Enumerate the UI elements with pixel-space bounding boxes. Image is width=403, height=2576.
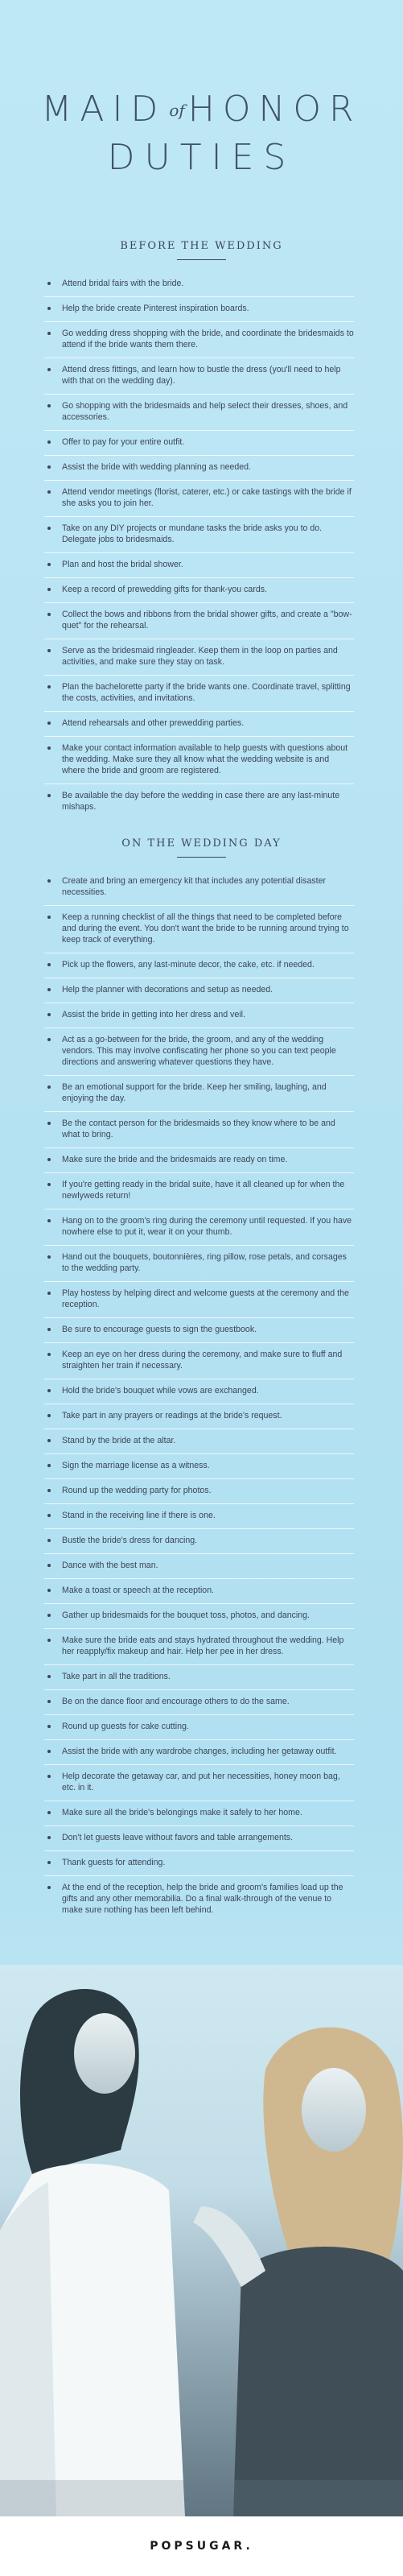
- heading-underline-before: [177, 259, 226, 260]
- list-item: Assist the bride with wedding planning as needed.: [44, 456, 354, 481]
- list-item: Create and bring an emergency kit that includes any potential disaster necessities.: [44, 870, 354, 906]
- title-honor: HONOR: [187, 89, 362, 130]
- list-item: Assist the bride in getting into her dress and veil.: [44, 1003, 354, 1028]
- list-item: Go wedding dress shopping with the bride, and coordinate the bridesmaids to attend if the bride wants them there.: [44, 322, 354, 358]
- list-item: Take part in any prayers or readings at the bride's request.: [44, 1404, 354, 1429]
- list-item: Be on the dance floor and encourage others to do the same.: [44, 1690, 354, 1715]
- list-item: Make sure the bride eats and stays hydrated throughout the wedding. Help her reapply/fix makeup and hair. Help her pee in her dress.: [44, 1629, 354, 1665]
- list-item: Make your contact information available to help guests with questions about the wedding. Make sure they all know what the wedding website is and where the bride and groom are registered.: [44, 737, 354, 784]
- list-item: Stand in the receiving line if there is one.: [44, 1504, 354, 1529]
- list-item: If you're getting ready in the bridal suite, have it all cleaned up for when the newlyweds return!: [44, 1173, 354, 1209]
- list-item: Attend bridal fairs with the bride.: [44, 272, 354, 297]
- title-maid: MAID: [41, 89, 167, 130]
- heading-underline-day: [177, 857, 226, 858]
- list-item: Make a toast or speech at the reception.: [44, 1579, 354, 1604]
- list-item: Attend rehearsals and other prewedding parties.: [44, 712, 354, 737]
- list-item: Go shopping with the bridesmaids and help select their dresses, shoes, and accessories.: [44, 395, 354, 431]
- list-item: Make sure all the bride's belongings make it safely to her home.: [44, 1801, 354, 1826]
- section-heading-day: ON THE WEDDING DAY: [121, 837, 282, 850]
- list-item: Don't let guests leave without favors and table arrangements.: [44, 1826, 354, 1851]
- list-item: Thank guests for attending.: [44, 1851, 354, 1876]
- list-item: Keep a running checklist of all the things that need to be completed before and during the event. You don't want the bride to be running around trying to keep track of everything.: [44, 906, 354, 953]
- title-line-1: [0, 89, 403, 130]
- list-item: Take on any DIY projects or mundane tasks the bride asks you to do. Delegate jobs to bridesmaids.: [44, 517, 354, 553]
- list-item: Be available the day before the wedding in case there are any last-minute mishaps.: [44, 784, 354, 820]
- list-item: Attend vendor meetings (florist, caterer, etc.) or cake tastings with the bride if she asks you to join her.: [44, 481, 354, 517]
- wedding-day-list: [44, 870, 354, 1923]
- list-item: Assist the bride with any wardrobe changes, including her getaway outfit.: [44, 1740, 354, 1765]
- before-wedding-list: [44, 272, 354, 820]
- list-item: Act as a go-between for the bride, the groom, and any of the wedding vendors. This may involve confiscating her phone so you can text people directions and answering whatever questions they have.: [44, 1028, 354, 1076]
- list-item: Hand out the bouquets, boutonnières, ring pillow, rose petals, and corsages to the wedding party.: [44, 1246, 354, 1282]
- photo-illustration: [0, 1965, 403, 2516]
- list-item: Play hostess by helping direct and welcome guests at the ceremony and the reception.: [44, 1282, 354, 1318]
- list-item: Bustle the bride's dress for dancing.: [44, 1529, 354, 1554]
- list-item: Round up the wedding party for photos.: [44, 1479, 354, 1504]
- section-heading-before: BEFORE THE WEDDING: [120, 240, 283, 252]
- list-item: At the end of the reception, help the bride and groom's families load up the gifts and any other memorabilia. Do a final walk-through of the venue to make sure nothing has been left behind.: [44, 1876, 354, 1923]
- list-item: Hang on to the groom's ring during the ceremony until requested. If you have nowhere else to put it, wear it on your thumb.: [44, 1209, 354, 1246]
- bride-and-maid-photo: [0, 1965, 403, 2516]
- list-item: Hold the bride's bouquet while vows are exchanged.: [44, 1379, 354, 1404]
- list-item: Stand by the bride at the altar.: [44, 1429, 354, 1454]
- list-item: Make sure the bride and the bridesmaids are ready on time.: [44, 1148, 354, 1173]
- list-item: Help decorate the getaway car, and put her necessities, honey moon bag, etc. in it.: [44, 1765, 354, 1801]
- list-item: Be sure to encourage guests to sign the guestbook.: [44, 1318, 354, 1343]
- list-item: Be an emotional support for the bride. Keep her smiling, laughing, and enjoying the day.: [44, 1076, 354, 1112]
- list-item: Take part in all the traditions.: [44, 1665, 354, 1690]
- list-item: Help the bride create Pinterest inspiration boards.: [44, 297, 354, 322]
- list-item: Sign the marriage license as a witness.: [44, 1454, 354, 1479]
- list-item: Serve as the bridesmaid ringleader. Keep them in the loop on parties and activities, and make sure they stay on task.: [44, 639, 354, 676]
- list-item: Pick up the flowers, any last-minute decor, the cake, etc. if needed.: [44, 953, 354, 978]
- list-item: Plan and host the bridal shower.: [44, 553, 354, 578]
- list-item: Keep an eye on her dress during the ceremony, and make sure to fluff and straighten her train if necessary.: [44, 1343, 354, 1379]
- list-item: Attend dress fittings, and learn how to bustle the dress (you'll need to help with that on the wedding day).: [44, 358, 354, 395]
- title-of: of: [169, 101, 185, 120]
- title-line-2: DUTIES: [107, 137, 296, 178]
- list-item: Plan the bachelorette party if the bride wants one. Coordinate travel, splitting the costs, activities, and invitations.: [44, 676, 354, 712]
- footer: [0, 2516, 403, 2576]
- list-item: Offer to pay for your entire outfit.: [44, 431, 354, 456]
- list-item: Be the contact person for the bridesmaids so they know where to be and what to bring.: [44, 1112, 354, 1148]
- list-item: Round up guests for cake cutting.: [44, 1715, 354, 1740]
- list-item: Gather up bridesmaids for the bouquet toss, photos, and dancing.: [44, 1604, 354, 1629]
- list-item: Help the planner with decorations and setup as needed.: [44, 978, 354, 1003]
- popsugar-logo[interactable]: POPSUGAR.: [150, 2540, 253, 2553]
- list-item: Collect the bows and ribbons from the bridal shower gifts, and create a "bow-quet" for the rehearsal.: [44, 603, 354, 639]
- list-item: Keep a record of prewedding gifts for thank-you cards.: [44, 578, 354, 603]
- list-item: Dance with the best man.: [44, 1554, 354, 1579]
